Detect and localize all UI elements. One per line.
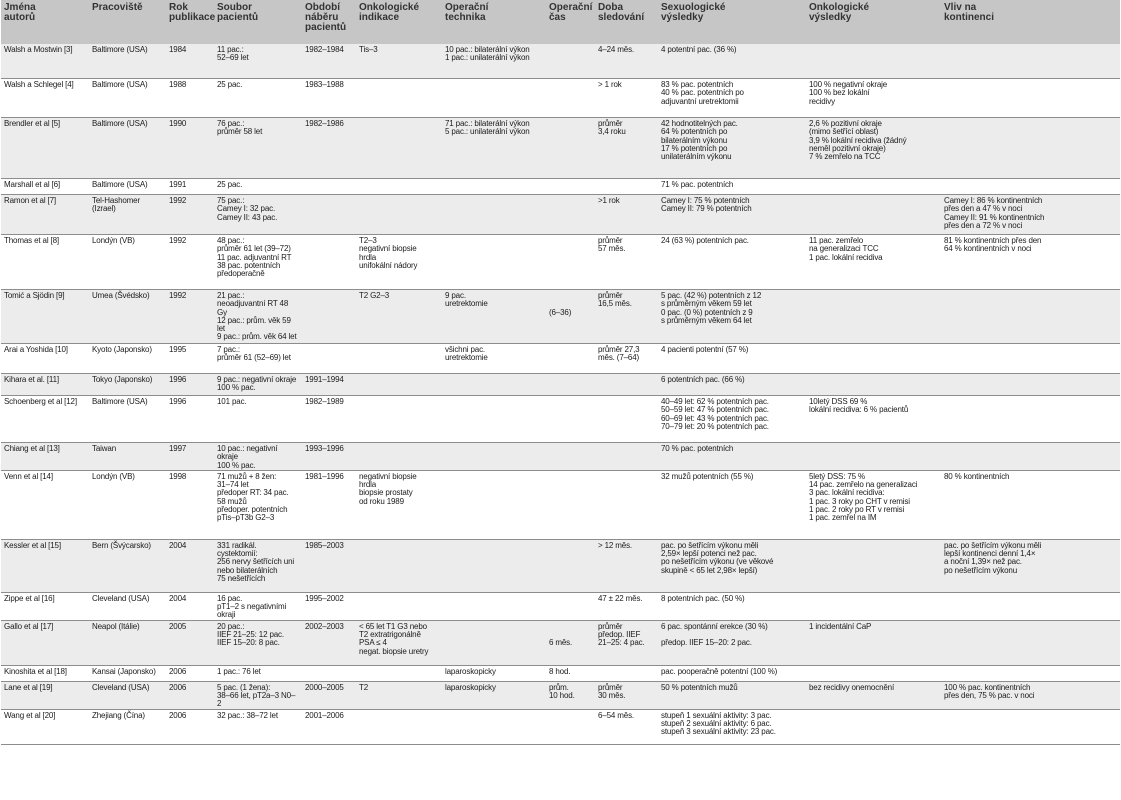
- sexual-outcome-cell: 50 % potentních mužů: [658, 681, 806, 709]
- indication-cell: T2 G2–3: [356, 290, 442, 344]
- patients-cell: 7 pac.: průměr 61 (52–69) let: [214, 344, 302, 374]
- follow-up-cell: [595, 396, 658, 443]
- op-time-cell: 8 hod.: [546, 665, 595, 681]
- table-row: [1, 79, 1120, 118]
- header-row: [1, 0, 1120, 44]
- sexual-outcome-cell: pac. po šetřícím výkonu měli 2,59× lepší potenci než pac. po nešetřícím výkonu (ve věkové skupině < 65 let 2,98× lepší): [658, 539, 806, 592]
- technique-cell: [442, 539, 546, 592]
- header-surgical-technique: Operační technika: [442, 0, 546, 44]
- year-cell: 2006: [166, 665, 214, 681]
- patients-cell: 32 pac.: 38–72 let: [214, 709, 302, 744]
- institution-cell: Taiwan: [89, 443, 166, 471]
- institution-cell: Neapol (Itálie): [89, 620, 166, 665]
- technique-cell: [442, 374, 546, 396]
- table-row: [1, 443, 1120, 471]
- technique-cell: 10 pac.: bilaterální výkon 1 pac.: unilaterální výkon: [442, 44, 546, 79]
- patients-cell: 76 pac.: průměr 58 let: [214, 118, 302, 179]
- follow-up-cell: [595, 179, 658, 195]
- op-time-cell: prům. 10 hod.: [546, 681, 595, 709]
- follow-up-cell: 4–24 měs.: [595, 44, 658, 79]
- authors-cell: Lane et al [19]: [1, 681, 89, 709]
- follow-up-cell: průměr 27,3 měs. (7–64): [595, 344, 658, 374]
- continence-cell: [941, 709, 1120, 744]
- year-cell: 1992: [166, 235, 214, 290]
- oncologic-outcome-cell: [806, 665, 941, 681]
- period-cell: [302, 235, 356, 290]
- sexual-outcome-cell: 24 (63 %) potentních pac.: [658, 235, 806, 290]
- technique-cell: [442, 179, 546, 195]
- follow-up-cell: průměr předop. IIEF 21–25: 4 pac.: [595, 620, 658, 665]
- header-operative-time: Operační čas: [546, 0, 595, 44]
- indication-cell: [356, 79, 442, 118]
- authors-cell: Gallo et al [17]: [1, 620, 89, 665]
- technique-cell: [442, 620, 546, 665]
- follow-up-cell: průměr 30 měs.: [595, 681, 658, 709]
- institution-cell: Londýn (VB): [89, 470, 166, 539]
- header-patients: Soubor pacientů: [214, 0, 302, 44]
- patients-cell: 25 pac.: [214, 79, 302, 118]
- follow-up-cell: 6–54 měs.: [595, 709, 658, 744]
- technique-cell: [442, 592, 546, 620]
- year-cell: 2004: [166, 539, 214, 592]
- oncologic-outcome-cell: 11 pac. zemřelo na generalizaci TCC 1 pac. lokální recidiva: [806, 235, 941, 290]
- patients-cell: 71 mužů + 8 žen: 31–74 let předoper RT: 34 pac. 58 mužů předoper. potentních pTis–pT3b G2–3: [214, 470, 302, 539]
- op-time-cell: 6 měs.: [546, 620, 595, 665]
- institution-cell: Umea (Švédsko): [89, 290, 166, 344]
- patients-cell: 16 pac. pT1–2 s negativními okraji: [214, 592, 302, 620]
- authors-cell: Chiang et al [13]: [1, 443, 89, 471]
- period-cell: 1995–2002: [302, 592, 356, 620]
- patients-cell: 20 pac.: IIEF 21–25: 12 pac. IIEF 15–20: 8 pac.: [214, 620, 302, 665]
- header-institution: Pracoviště: [89, 0, 166, 44]
- year-cell: 1988: [166, 79, 214, 118]
- institution-cell: Baltimore (USA): [89, 396, 166, 443]
- table-row: [1, 235, 1120, 290]
- sexual-outcome-cell: 5 pac. (42 %) potentních z 12 s průměrným věkem 59 let 0 pac. (0 %) potentních z 9 s průměrným věkem 64 let: [658, 290, 806, 344]
- table-row: [1, 195, 1120, 235]
- table-row: [1, 44, 1120, 79]
- oncologic-outcome-cell: [806, 344, 941, 374]
- authors-cell: Tomić a Sjödin [9]: [1, 290, 89, 344]
- header-oncologic-outcomes: Onkologické výsledky: [806, 0, 941, 44]
- authors-cell: Walsh a Mostwin [3]: [1, 44, 89, 79]
- period-cell: [302, 344, 356, 374]
- op-time-cell: (6–36): [546, 290, 595, 344]
- authors-cell: Venn et al [14]: [1, 470, 89, 539]
- oncologic-outcome-cell: [806, 443, 941, 471]
- year-cell: 1992: [166, 290, 214, 344]
- op-time-cell: [546, 344, 595, 374]
- table-row: [1, 620, 1120, 665]
- oncologic-outcome-cell: 5letý DSS: 75 % 14 pac. zemřelo na generalizaci 3 pac. lokální recidiva: 1 pac. 3 roky po CHT v remisi 1 pac. 2 roky po RT v remisi 1 pac. zemřel na IM: [806, 470, 941, 539]
- oncologic-outcome-cell: 10letý DSS 69 % lokální recidiva: 6 % pacientů: [806, 396, 941, 443]
- sexual-outcome-cell: 70 % pac. potentních: [658, 443, 806, 471]
- patients-cell: 11 pac.: 52–69 let: [214, 44, 302, 79]
- technique-cell: [442, 235, 546, 290]
- follow-up-cell: [595, 374, 658, 396]
- technique-cell: [442, 79, 546, 118]
- continence-cell: Camey I: 86 % kontinentních přes den a 47 % v noci Camey II: 91 % kontinentních přes den a 72 % v noci: [941, 195, 1120, 235]
- op-time-cell: [546, 539, 595, 592]
- studies-table: [1, 0, 1120, 745]
- op-time-cell: [546, 396, 595, 443]
- authors-cell: Arai a Yoshida [10]: [1, 344, 89, 374]
- indication-cell: [356, 443, 442, 471]
- year-cell: 2004: [166, 592, 214, 620]
- period-cell: 1982–1989: [302, 396, 356, 443]
- op-time-cell: [546, 179, 595, 195]
- authors-cell: Wang et al [20]: [1, 709, 89, 744]
- technique-cell: [442, 709, 546, 744]
- op-time-cell: [546, 44, 595, 79]
- year-cell: 1995: [166, 344, 214, 374]
- continence-cell: 80 % kontinentních: [941, 470, 1120, 539]
- table-row: [1, 592, 1120, 620]
- op-time-cell: [546, 709, 595, 744]
- op-time-cell: [546, 374, 595, 396]
- oncologic-outcome-cell: [806, 195, 941, 235]
- indication-cell: T2: [356, 681, 442, 709]
- year-cell: 1991: [166, 179, 214, 195]
- indication-cell: negativní biopsie hrdla biopsie prostaty od roku 1989: [356, 470, 442, 539]
- authors-cell: Schoenberg et al [12]: [1, 396, 89, 443]
- authors-cell: Ramon et al [7]: [1, 195, 89, 235]
- institution-cell: Baltimore (USA): [89, 118, 166, 179]
- op-time-cell: [546, 118, 595, 179]
- authors-cell: Kihara et al. [11]: [1, 374, 89, 396]
- institution-cell: Zhejiang (Čína): [89, 709, 166, 744]
- indication-cell: [356, 539, 442, 592]
- technique-cell: [442, 443, 546, 471]
- continence-cell: [941, 374, 1120, 396]
- patients-cell: 75 pac.: Camey I: 32 pac. Camey II: 43 pac.: [214, 195, 302, 235]
- table-row: [1, 374, 1120, 396]
- oncologic-outcome-cell: [806, 44, 941, 79]
- table-row: [1, 709, 1120, 744]
- op-time-cell: [546, 235, 595, 290]
- period-cell: 1991–1994: [302, 374, 356, 396]
- indication-cell: < 65 let T1 G3 nebo T2 extratrigonálně PSA ≤ 4 negat. biopsie uretry: [356, 620, 442, 665]
- follow-up-cell: > 1 rok: [595, 79, 658, 118]
- patients-cell: 331 radikál. cystektomií: 256 nervy šetřících uni nebo bilaterálních 75 nešetřících: [214, 539, 302, 592]
- header-sexual-outcomes: Sexuologické výsledky: [658, 0, 806, 44]
- institution-cell: Cleveland (USA): [89, 592, 166, 620]
- header-year: Rok publikace: [166, 0, 214, 44]
- sexual-outcome-cell: 8 potentních pac. (50 %): [658, 592, 806, 620]
- technique-cell: všichni pac. uretrektomie: [442, 344, 546, 374]
- oncologic-outcome-cell: [806, 290, 941, 344]
- continence-cell: 100 % pac. kontinentních přes den, 75 % pac. v noci: [941, 681, 1120, 709]
- patients-cell: 5 pac. (1 žena): 38–66 let, pT2a–3 N0–2: [214, 681, 302, 709]
- continence-cell: [941, 620, 1120, 665]
- period-cell: [302, 179, 356, 195]
- oncologic-outcome-cell: [806, 709, 941, 744]
- period-cell: [302, 195, 356, 235]
- institution-cell: Baltimore (USA): [89, 179, 166, 195]
- patients-cell: 21 pac.: neoadjuvantní RT 48 Gy 12 pac.: prům. věk 59 let 9 pac.: prům. věk 64 let: [214, 290, 302, 344]
- follow-up-cell: [595, 470, 658, 539]
- patients-cell: 10 pac.: negativní okraje 100 % pac.: [214, 443, 302, 471]
- indication-cell: [356, 195, 442, 235]
- sexual-outcome-cell: 6 potentních pac. (66 %): [658, 374, 806, 396]
- header-oncologic-indication: Onkologické indikace: [356, 0, 442, 44]
- table-row: [1, 681, 1120, 709]
- table-row: [1, 539, 1120, 592]
- period-cell: 1981–1996: [302, 470, 356, 539]
- follow-up-cell: průměr 57 měs.: [595, 235, 658, 290]
- continence-cell: [941, 592, 1120, 620]
- technique-cell: [442, 396, 546, 443]
- continence-cell: [941, 344, 1120, 374]
- continence-cell: pac. po šetřícím výkonu měli lepší kontinenci denní 1,4× a noční 1,39× než pac. po nešetřícím výkonu: [941, 539, 1120, 592]
- continence-cell: [941, 443, 1120, 471]
- institution-cell: Baltimore (USA): [89, 79, 166, 118]
- follow-up-cell: průměr 16,5 měs.: [595, 290, 658, 344]
- authors-cell: Zippe et al [16]: [1, 592, 89, 620]
- op-time-cell: [546, 195, 595, 235]
- period-cell: 1983–1988: [302, 79, 356, 118]
- op-time-cell: [546, 470, 595, 539]
- year-cell: 2006: [166, 709, 214, 744]
- patients-cell: 9 pac.: negativní okraje 100 % pac.: [214, 374, 302, 396]
- sexual-outcome-cell: Camey I: 75 % potentních Camey II: 79 % potentních: [658, 195, 806, 235]
- sexual-outcome-cell: 42 hodnotitelných pac. 64 % potentních po bilaterálním výkonu 17 % potentních po unilaterálním výkonu: [658, 118, 806, 179]
- indication-cell: [356, 374, 442, 396]
- authors-cell: Thomas et al [8]: [1, 235, 89, 290]
- op-time-cell: [546, 79, 595, 118]
- oncologic-outcome-cell: [806, 374, 941, 396]
- technique-cell: [442, 195, 546, 235]
- indication-cell: [356, 709, 442, 744]
- continence-cell: [941, 290, 1120, 344]
- authors-cell: Brendler et al [5]: [1, 118, 89, 179]
- header-follow-up: Doba sledování: [595, 0, 658, 44]
- table-row: [1, 118, 1120, 179]
- oncologic-outcome-cell: bez recidivy onemocnění: [806, 681, 941, 709]
- indication-cell: Tis–3: [356, 44, 442, 79]
- follow-up-cell: > 12 měs.: [595, 539, 658, 592]
- oncologic-outcome-cell: 2,6 % pozitivní okraje (mimo šetřící oblast) 3,9 % lokální recidiva (žádný neměl pozitivní okraje) 7 % zemřelo na TCC: [806, 118, 941, 179]
- indication-cell: [356, 396, 442, 443]
- sexual-outcome-cell: 32 mužů potentních (55 %): [658, 470, 806, 539]
- indication-cell: T2–3 negativní biopsie hrdla unifokální nádory: [356, 235, 442, 290]
- follow-up-cell: průměr 3,4 roku: [595, 118, 658, 179]
- year-cell: 1984: [166, 44, 214, 79]
- continence-cell: [941, 44, 1120, 79]
- institution-cell: Tokyo (Japonsko): [89, 374, 166, 396]
- year-cell: 2005: [166, 620, 214, 665]
- oncologic-outcome-cell: [806, 179, 941, 195]
- period-cell: 1982–1984: [302, 44, 356, 79]
- year-cell: 2006: [166, 681, 214, 709]
- table-row: [1, 344, 1120, 374]
- oncologic-outcome-cell: [806, 539, 941, 592]
- oncologic-outcome-cell: 100 % negativní okraje 100 % bez lokální recidivy: [806, 79, 941, 118]
- period-cell: 1985–2003: [302, 539, 356, 592]
- indication-cell: [356, 118, 442, 179]
- authors-cell: Walsh a Schlegel [4]: [1, 79, 89, 118]
- institution-cell: Tel-Hashomer (Izrael): [89, 195, 166, 235]
- institution-cell: Kyoto (Japonsko): [89, 344, 166, 374]
- table-row: [1, 179, 1120, 195]
- year-cell: 1998: [166, 470, 214, 539]
- patients-cell: 48 pac.: průměr 61 let (39–72) 11 pac. adjuvantní RT 38 pac. potentních předoperačně: [214, 235, 302, 290]
- sexual-outcome-cell: 4 potentní pac. (36 %): [658, 44, 806, 79]
- technique-cell: laparoskopicky: [442, 665, 546, 681]
- header-authors: Jména autorů: [1, 0, 89, 44]
- sexual-outcome-cell: 71 % pac. potentních: [658, 179, 806, 195]
- oncologic-outcome-cell: [806, 592, 941, 620]
- institution-cell: Kansai (Japonsko): [89, 665, 166, 681]
- period-cell: 2001–2006: [302, 709, 356, 744]
- year-cell: 1996: [166, 396, 214, 443]
- sexual-outcome-cell: 6 pac. spontánní erekce (30 %) předop. IIEF 15–20: 2 pac.: [658, 620, 806, 665]
- patients-cell: 101 pac.: [214, 396, 302, 443]
- technique-cell: laparoskopicky: [442, 681, 546, 709]
- continence-cell: 81 % kontinentních přes den 64 % kontinentních v noci: [941, 235, 1120, 290]
- sexual-outcome-cell: 40–49 let: 62 % potentních pac. 50–59 let: 47 % potentních pac. 60–69 let: 43 % potentních pac. 70–79 let: 20 % potentních pac.: [658, 396, 806, 443]
- period-cell: 2000–2005: [302, 681, 356, 709]
- indication-cell: [356, 179, 442, 195]
- header-continence: Vliv na kontinenci: [941, 0, 1120, 44]
- technique-cell: 71 pac.: bilaterální výkon 5 pac.: unilaterální výkon: [442, 118, 546, 179]
- technique-cell: [442, 470, 546, 539]
- follow-up-cell: 47 ± 22 měs.: [595, 592, 658, 620]
- sexual-outcome-cell: pac. pooperačně potentní (100 %): [658, 665, 806, 681]
- technique-cell: 9 pac. uretrektomie: [442, 290, 546, 344]
- period-cell: [302, 665, 356, 681]
- oncologic-outcome-cell: 1 incidentální CaP: [806, 620, 941, 665]
- patients-cell: 1 pac.: 76 let: [214, 665, 302, 681]
- table-row: [1, 470, 1120, 539]
- year-cell: 1996: [166, 374, 214, 396]
- institution-cell: Baltimore (USA): [89, 44, 166, 79]
- continence-cell: [941, 179, 1120, 195]
- authors-cell: Kessler et al [15]: [1, 539, 89, 592]
- table-row: [1, 396, 1120, 443]
- table-body: [1, 44, 1120, 744]
- continence-cell: [941, 665, 1120, 681]
- follow-up-cell: >1 rok: [595, 195, 658, 235]
- continence-cell: [941, 118, 1120, 179]
- indication-cell: [356, 665, 442, 681]
- institution-cell: Cleveland (USA): [89, 681, 166, 709]
- period-cell: 1982–1986: [302, 118, 356, 179]
- sexual-outcome-cell: 4 pacienti potentní (57 %): [658, 344, 806, 374]
- period-cell: [302, 290, 356, 344]
- continence-cell: [941, 79, 1120, 118]
- year-cell: 1992: [166, 195, 214, 235]
- year-cell: 1997: [166, 443, 214, 471]
- header-enrollment-period: Období náběru pacientů: [302, 0, 356, 44]
- authors-cell: Marshall et al [6]: [1, 179, 89, 195]
- sexual-outcome-cell: 83 % pac. potentních 40 % pac. potentních po adjuvantní uretrektomii: [658, 79, 806, 118]
- authors-cell: Kinoshita et al [18]: [1, 665, 89, 681]
- year-cell: 1990: [166, 118, 214, 179]
- follow-up-cell: [595, 443, 658, 471]
- period-cell: 2002–2003: [302, 620, 356, 665]
- indication-cell: [356, 592, 442, 620]
- follow-up-cell: [595, 665, 658, 681]
- institution-cell: Londýn (VB): [89, 235, 166, 290]
- period-cell: 1993–1996: [302, 443, 356, 471]
- continence-cell: [941, 396, 1120, 443]
- op-time-cell: [546, 443, 595, 471]
- patients-cell: 25 pac.: [214, 179, 302, 195]
- institution-cell: Bern (Švýcarsko): [89, 539, 166, 592]
- sexual-outcome-cell: stupeň 1 sexuální aktivity: 3 pac. stupeň 2 sexuální aktivity: 6 pac. stupeň 3 sexuální aktivity: 23 pac.: [658, 709, 806, 744]
- table-row: [1, 290, 1120, 344]
- table-row: [1, 665, 1120, 681]
- indication-cell: [356, 344, 442, 374]
- op-time-cell: [546, 592, 595, 620]
